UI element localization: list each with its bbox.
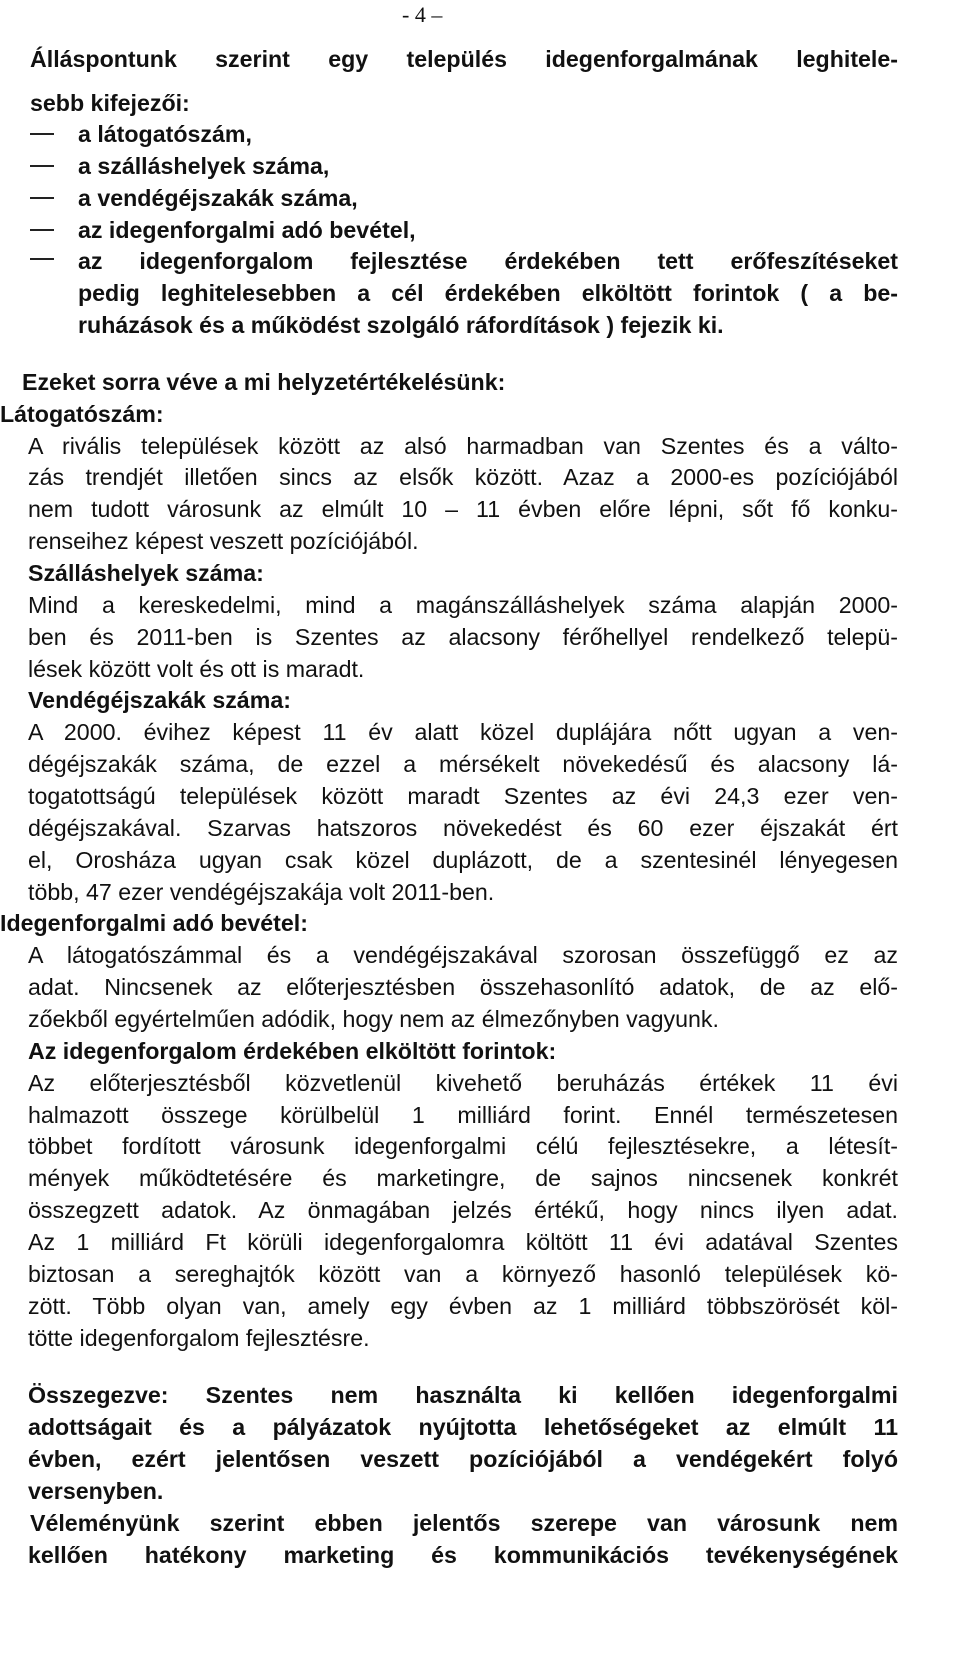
summary-line: adottságait és a pályázatok nyújtotta lehetőségeket az elmúlt 11: [28, 1414, 898, 1440]
bullet-item: az idegenforgalom fejlesztése érdekében tett erőfeszítéseket: [30, 246, 898, 276]
page-number: - 4 –: [402, 2, 443, 27]
bullet-item: a szálláshelyek száma,: [30, 151, 329, 181]
section-title-visitors: Látogatószám:: [0, 401, 164, 427]
body-line: összegzett adatok. Az önmagában jelzés értékű, hogy nincs ilyen adat.: [28, 1197, 898, 1223]
intro-line: sebb kifejezői:: [30, 90, 190, 116]
summary-line: Összegezve: Szentes nem használta ki kellően idegenforgalmi: [28, 1382, 898, 1408]
section-title-accommodation: Szálláshelyek száma:: [28, 560, 264, 586]
body-line: A 2000. évihez képest 11 év alatt közel duplájára nőtt ugyan a ven-: [28, 719, 898, 745]
intro-cont: ruházások és a működést szolgáló ráfordítások ) fejezik ki.: [78, 312, 724, 338]
body-line: tötte idegenforgalom fejlesztésre.: [28, 1325, 370, 1351]
intro-line: Álláspontunk szerint egy település idegenforgalmának leghitele-: [30, 46, 898, 72]
body-line: lések között volt és ott is maradt.: [28, 656, 365, 682]
body-line: Az előterjesztésből közvetlenül kivehető beruházás értékek 11 évi: [28, 1070, 898, 1096]
body-line: zás trendjét illetően sincs az elsők között. Azaz a 2000-es pozíciójából: [28, 464, 898, 490]
bullet-item: a vendégéjszakák száma,: [30, 183, 358, 213]
section-title-tourism-tax: Idegenforgalmi adó bevétel:: [0, 910, 308, 936]
section-title-guest-nights: Vendégéjszakák száma:: [28, 687, 291, 713]
opinion-line: Véleményünk szerint ebben jelentős szerepe van városunk nem: [30, 1510, 898, 1536]
dash-icon: [30, 258, 54, 274]
body-line: nem tudott városunk az elmúlt 10 – 11 évben előre lépni, sőt fő konku-: [28, 496, 898, 522]
body-line: zőekből egyértelműen adódik, hogy nem az élmezőnyben vagyunk.: [28, 1006, 719, 1032]
body-line: ben és 2011-ben is Szentes az alacsony férőhellyel rendelkező telepü-: [28, 624, 898, 650]
body-line: A látogatószámmal és a vendégéjszakával szorosan összefüggő ez az: [28, 942, 898, 968]
eval-heading: Ezeket sorra véve a mi helyzetértékelésünk:: [22, 369, 506, 395]
body-line: dégéjszakával. Szarvas hatszoros növekedést és 60 ezer éjszakát ért: [28, 815, 898, 841]
body-line: zött. Több olyan van, amely egy évben az 1 milliárd többszörösét köl-: [28, 1293, 898, 1319]
body-line: dégéjszakák száma, de ezzel a mérsékelt növekedésű és alacsony lá-: [28, 751, 898, 777]
body-line: többet fordított városunk idegenforgalmi célú fejlesztésekre, a létesít-: [28, 1133, 898, 1159]
opinion-line: kellően hatékony marketing és kommunikációs tevékenységének: [28, 1542, 898, 1568]
body-line: togatottságú települések között maradt Szentes az évi 24,3 ezer ven-: [28, 783, 898, 809]
body-line: adat. Nincsenek az előterjesztésben összehasonlító adatok, de az elő-: [28, 974, 898, 1000]
section-title-spending: Az idegenforgalom érdekében elköltött forintok:: [28, 1038, 557, 1064]
dash-icon: [30, 229, 54, 231]
body-line: Az 1 milliárd Ft körüli idegenforgalomra költött 11 évi adatával Szentes: [28, 1229, 898, 1255]
dash-icon: [30, 165, 54, 167]
bullet-item: a látogatószám,: [30, 119, 252, 149]
summary-line: évben, ezért jelentősen veszett pozíciójából a vendégekért folyó: [28, 1446, 898, 1472]
body-line: renseihez képest veszett pozíciójából.: [28, 528, 419, 554]
dash-icon: [30, 197, 54, 199]
body-line: A rivális települések között az alsó harmadban van Szentes és a válto-: [28, 433, 898, 459]
body-line: mények működtetésére és marketingre, de sajnos nincsenek konkrét: [28, 1165, 898, 1191]
body-line: el, Orosháza ugyan csak közel duplázott, de a szentesinél lényegesen: [28, 847, 898, 873]
body-line: halmazott összege körülbelül 1 milliárd forint. Ennél természetesen: [28, 1102, 898, 1128]
dash-icon: [30, 133, 54, 135]
bullet-item: az idegenforgalmi adó bevétel,: [30, 215, 416, 245]
intro-cont: pedig leghitelesebben a cél érdekében elköltött forintok ( a be-: [78, 280, 898, 306]
summary-line: versenyben.: [28, 1478, 164, 1504]
body-line: több, 47 ezer vendégéjszakája volt 2011-ben.: [28, 879, 495, 905]
body-line: biztosan a sereghajtók között van a környező hasonló települések kö-: [28, 1261, 898, 1287]
body-line: Mind a kereskedelmi, mind a magánszálláshelyek száma alapján 2000-: [28, 592, 898, 618]
